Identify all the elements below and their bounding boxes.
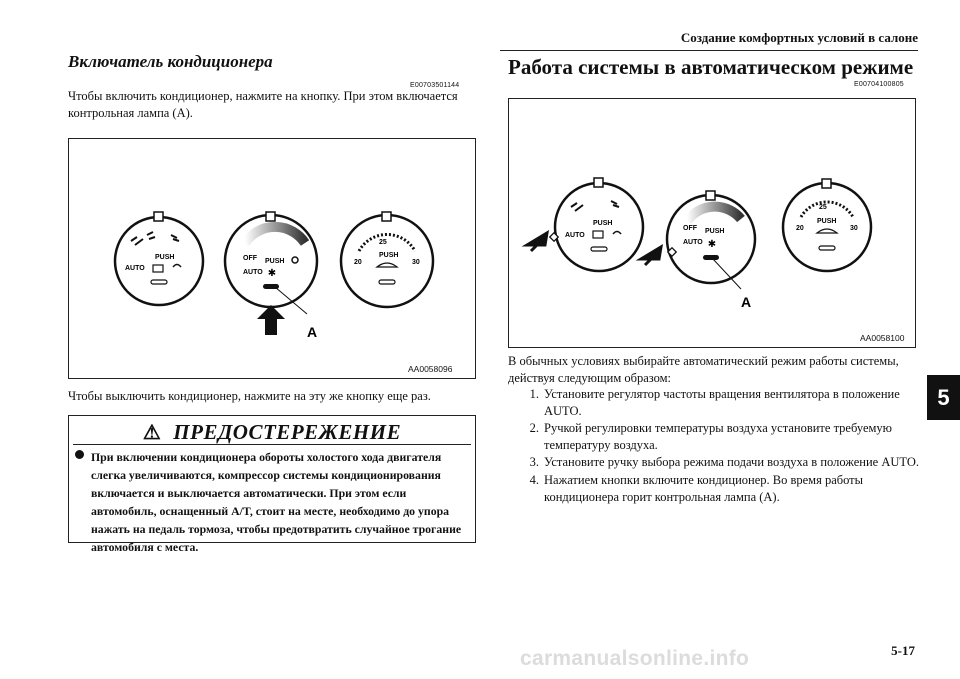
figure-code: AA0058100 xyxy=(860,333,905,343)
warning-text: При включении кондиционера обороты холостого хода двигателя слегка увеличиваются, компрессор системы кондиционирования включается и выключается автоматически. При этом если автомобиль, оснащенный A/T, стоит на месте, необходимо до упора нажать на педаль тормоза, чтобы предотвратить случайное трогание автомобиля с места. xyxy=(91,450,462,554)
warning-box xyxy=(68,415,476,554)
arrow-right-icon xyxy=(527,233,547,251)
climate-panel-illustration xyxy=(509,99,915,347)
push-label: PUSH xyxy=(155,254,175,261)
list-item: 1. Установите регулятор частоты вращения вентилятора в положение AUTO. xyxy=(529,387,900,418)
mode-knob xyxy=(115,212,203,305)
list-item: 3. Установите ручку выбора режима подачи воздуха в положение AUTO. xyxy=(529,455,919,470)
figure-callout-a: A xyxy=(741,294,752,310)
off-label: OFF xyxy=(683,225,697,232)
temp-25-label: 25 xyxy=(819,204,827,211)
arrow-right-icon xyxy=(641,247,661,265)
bullet-icon xyxy=(75,450,84,459)
temp-20-label: 20 xyxy=(796,225,804,232)
temp-20-label: 20 xyxy=(354,259,362,266)
warning-divider xyxy=(73,444,471,445)
intro-paragraph: Чтобы включить кондиционер, нажмите на кнопку. При этом включается контрольная лампа (A). xyxy=(68,89,458,120)
warning-title: ⚠ ПРЕДОСТЕРЕЖЕНИЕ xyxy=(142,420,402,444)
heading-auto-mode: Работа системы в автоматическом режиме xyxy=(508,55,914,79)
push-label: PUSH xyxy=(265,258,285,265)
climate-panel-illustration xyxy=(69,139,475,378)
temp-30-label: 30 xyxy=(850,225,858,232)
mode-knob xyxy=(527,178,643,271)
header-divider xyxy=(500,50,918,51)
push-label: PUSH xyxy=(817,218,837,225)
fan-knob xyxy=(641,191,755,310)
snowflake-icon: ✱ xyxy=(707,239,717,250)
auto-label: AUTO xyxy=(683,239,703,246)
auto-label: AUTO xyxy=(565,232,585,239)
push-label: PUSH xyxy=(705,228,725,235)
figure-auto-mode xyxy=(508,98,916,348)
temperature-knob xyxy=(341,212,433,307)
list-item: 4. Нажатием кнопки включите кондиционер. Во время работы кондиционера горит контрольная лампа (A). xyxy=(529,472,864,504)
auto-label: AUTO xyxy=(125,265,145,272)
page-number: 5-17 xyxy=(891,643,915,658)
push-label: PUSH xyxy=(593,220,613,227)
chapter-tab: 5 xyxy=(927,375,960,420)
push-label: PUSH xyxy=(379,252,399,259)
section-header: Создание комфортных условий в салоне xyxy=(680,30,918,45)
off-label: OFF xyxy=(243,255,257,262)
temperature-knob xyxy=(783,179,871,271)
snowflake-icon: ✱ xyxy=(267,268,277,279)
figure-callout-a: A xyxy=(307,324,318,340)
auto-label: AUTO xyxy=(243,269,263,276)
heading-ac-switch: Включатель кондиционера xyxy=(68,52,273,71)
warning-triangle-icon: ⚠ xyxy=(142,422,162,444)
ref-code: E00704100805 xyxy=(854,81,904,88)
ref-code: E00703501144 xyxy=(410,82,460,89)
arrow-up-icon xyxy=(257,305,285,335)
watermark: carmanualsonline.info xyxy=(520,647,750,670)
figure-code: AA0058096 xyxy=(408,364,453,374)
figure-ac-switch xyxy=(68,138,476,379)
temp-25-label: 25 xyxy=(379,239,387,246)
turn-off-paragraph: Чтобы выключить кондиционер, нажмите на эту же кнопку еще раз. xyxy=(68,389,431,403)
indicator-lamp xyxy=(703,255,719,260)
steps-list xyxy=(508,386,928,506)
list-item: 2. Ручкой регулировки температуры воздуха установите требуемую температуру воздуха. xyxy=(529,421,892,452)
auto-intro-paragraph: В обычных условиях выбирайте автоматический режим работы системы, действуя следующим образом: xyxy=(508,354,899,385)
temp-30-label: 30 xyxy=(412,259,420,266)
fan-knob xyxy=(225,212,317,340)
